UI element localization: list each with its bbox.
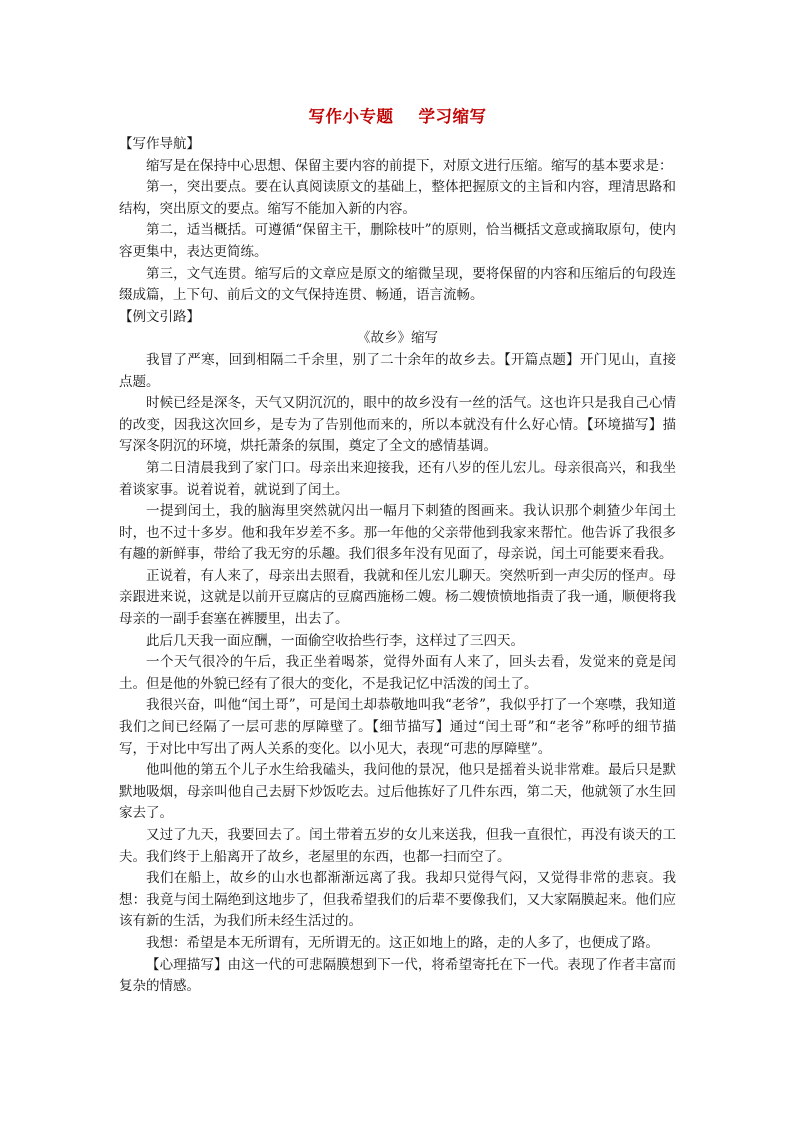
section-heading-example: 【例文引路】	[119, 308, 200, 325]
example-paragraph: 我很兴奋，叫他“闰土哥”，可是闰土却恭敬地叫我“老爷”，我似乎打了一个寒噤，我知道我们之间已经隔了一层可悲的厚障壁了。【细节描写】通过“闰土哥”和“老爷”称呼的细节描写，于对比中写出了两人关系的变化。以小见大，表现“可悲的厚障壁”。	[119, 697, 676, 757]
example-paragraph: 【心理描写】由这一代的可悲隔膜想到下一代，将希望寄托在下一代。表现了作者丰富而复杂的情感。	[119, 956, 676, 995]
example-paragraph: 我们在船上，故乡的山水也都渐渐远离了我。我却只觉得气闷，又觉得非常的悲哀。我想：我竟与闰土隔绝到这地步了，但我希望我们的后辈不要像我们，又大家隔膜起来。他们应该有新的生活，为我们所未经生活过的。	[119, 870, 676, 930]
example-paragraph: 又过了九天，我要回去了。闰土带着五岁的女儿来送我，但我一直很忙，再没有谈天的工夫。我们终于上船离开了故乡，老屋里的东西，也都一扫而空了。	[119, 827, 676, 865]
example-paragraph: 一提到闰土，我的脑海里突然就闪出一幅月下刺猹的图画来。我认识那个刺猹少年闰土时，也不过十多岁。他和我年岁差不多。那一年他的父亲带他到我家来帮忙。他告诉了我很多有趣的新鲜事，带给了我无穷的乐趣。我们很多年没有见面了，母亲说，闰土可能要来看我。	[119, 503, 676, 563]
section-heading-guide: 【写作导航】	[119, 136, 200, 152]
document-title: 写作小专题 学习缩写	[308, 107, 487, 126]
guide-paragraph: 第一，突出要点。要在认真阅读原文的基础上，整体把握原文的主旨和内容，理清思路和结构，突出原文的要点。缩写不能加入新的内容。	[119, 179, 676, 217]
example-subtitle: 《故乡》缩写	[357, 330, 438, 347]
example-paragraph: 我想：希望是本无所谓有，无所谓无的。这正如地上的路，走的人多了，也便成了路。	[146, 934, 659, 951]
guide-paragraph: 第三，文气连贯。缩写后的文章应是原文的缩微呈现，要将保留的内容和压缩后的句段连缀成篇，上下句、前后文的文气保持连贯、畅通，语言流畅。	[119, 265, 676, 304]
example-paragraph: 我冒了严寒，回到相隔二千余里，别了二十余年的故乡去。【开篇点题】开门见山，直接点题。	[119, 351, 676, 390]
guide-paragraph: 缩写是在保持中心思想、保留主要内容的前提下，对原文进行压缩。缩写的基本要求是：	[146, 157, 673, 174]
example-paragraph: 时候已经是深冬，天气又阴沉沉的，眼中的故乡没有一丝的活气。这也许只是我自己心情的改变，因我这次回乡，是专为了告别他而来的，所以本就没有什么好心情。【环境描写】描写深冬阴沉的环境，烘托萧条的氛围，奠定了全文的感情基调。	[119, 395, 676, 455]
example-paragraph: 此后几天我一面应酬，一面偷空收拾些行李，这样过了三四天。	[146, 632, 524, 649]
example-paragraph: 正说着，有人来了，母亲出去照看，我就和侄儿宏儿聊天。突然听到一声尖厉的怪声。母亲跟进来说，这就是以前开豆腐店的豆腐西施杨二嫂。杨二嫂愤愤地指责了我一通，顺便将我母亲的一副手套塞在裤腰里，出去了。	[119, 567, 676, 628]
example-paragraph: 一个天气很冷的午后，我正坐着喝茶，觉得外面有人来了，回头去看，发觉来的竟是闰土。但是他的外貌已经有了很大的变化，不是我记忆中活泼的闰土了。	[119, 654, 676, 692]
example-paragraph: 第二日清晨我到了家门口。母亲出来迎接我，还有八岁的侄儿宏儿。母亲很高兴，和我坐着谈家事。说着说着，就说到了闰土。	[119, 459, 676, 498]
example-paragraph: 他叫他的第五个儿子水生给我磕头，我问他的景况，他只是摇着头说非常难。最后只是默默地吸烟，母亲叫他自己去厨下炒饭吃去。过后他拣好了几件东西，第二天，他就领了水生回家去了。	[119, 762, 676, 822]
guide-paragraph: 第二，适当概括。可遵循“保留主干，删除枝叶”的原则，恰当概括文意或摘取原句，使内容更集中，表达更简练。	[119, 222, 676, 260]
document-page	[119, 104, 676, 998]
